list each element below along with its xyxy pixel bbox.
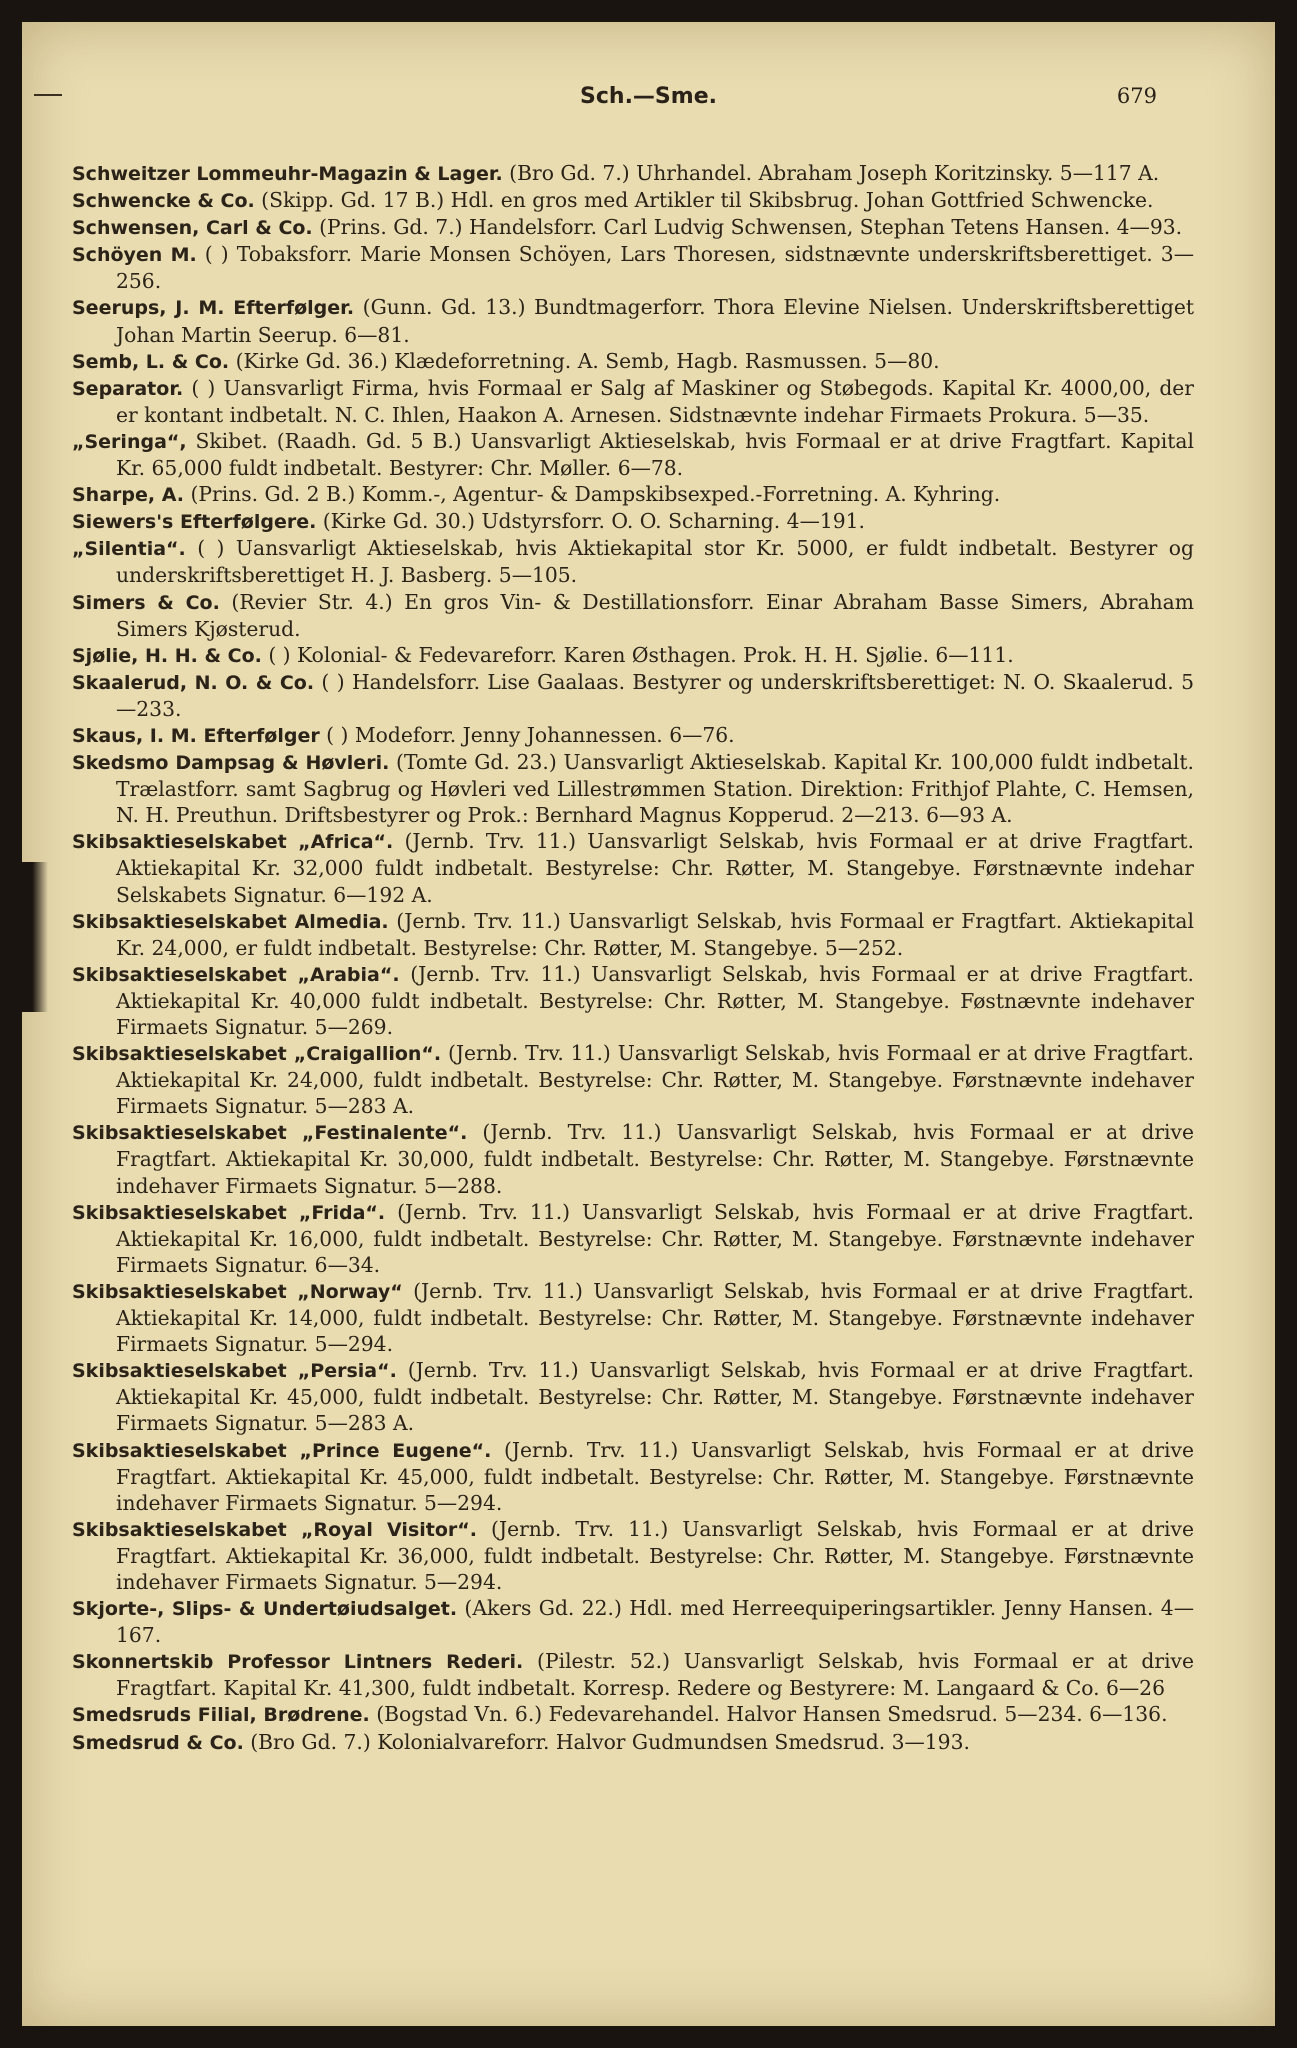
document-page	[22, 22, 1275, 2026]
firm-name: Skibsaktieselskabet „Africa“.	[72, 831, 394, 854]
directory-entry	[72, 1516, 1194, 1595]
entry-text: Skibet. (Raadh. Gd. 5 B.) Uansvarligt Aktieselskab, hvis Formaal er at drive Fragtfart. Kapital Kr. 65,000 fuldt indbetalt. Bestyrer: Chr. Møller. 6—78.	[116, 428, 1194, 481]
directory-entry	[72, 669, 1194, 722]
directory-entry	[72, 294, 1194, 347]
directory-entry	[72, 481, 1194, 508]
firm-name: Skibsaktieselskabet „Royal Visitor“.	[72, 1518, 477, 1541]
firm-name: Skibsaktieselskabet „Frida“.	[72, 1201, 386, 1224]
directory-entry	[72, 589, 1194, 642]
page-header	[22, 84, 1275, 124]
directory-entry	[72, 1199, 1194, 1278]
directory-entry	[72, 908, 1194, 961]
entry-text: (Bogstad Vn. 6.) Fedevarehandel. Halvor Hansen Smedsrud. 5—234. 6—136.	[369, 1702, 1168, 1727]
entry-text: (Jernb. Trv. 11.) Uansvarligt Selskab, hvis Formaal er Fragtfart. Aktiekapital Kr. 24,000, er fuldt indbetalt. Bestyrelse: Chr. Røtter, M. Stangebye. 5—252.	[116, 908, 1194, 960]
directory-entry	[72, 375, 1194, 428]
entry-text: (Prins. Gd. 2 B.) Komm.-, Agentur- & Dampskibsexped.-Forretning. A. Kyhring.	[184, 482, 1001, 507]
directory-entry	[72, 828, 1194, 907]
firm-name: Skibsaktieselskabet „Craigallion“.	[72, 1043, 442, 1066]
page-number: 679	[1116, 84, 1157, 108]
firm-name: Schöyen M.	[72, 244, 197, 267]
directory-entries	[72, 160, 1194, 1756]
page-title: Sch.—Sme.	[580, 84, 717, 109]
entry-text: (Jernb. Trv. 11.) Uansvarligt Selskab, hvis Formaal er at drive Fragtfart. Aktiekapital Kr. 16,000, fuldt indbetalt. Bestyrelse: Chr. Røtter, M. Stangebye. Førstnævnte indehaver Firmaets Signatur. 6—34.	[116, 1199, 1194, 1277]
entry-text: (Kirke Gd. 36.) Klædeforretning. A. Semb, Hagb. Rasmussen. 5—80.	[229, 348, 940, 373]
firm-name: „Silentia“.	[72, 538, 186, 561]
firm-name: Sharpe, A.	[72, 484, 184, 507]
entry-text: (Jernb. Trv. 11.) Uansvarligt Selskab, hvis Formaal er at drive Fragtfart. Aktiekapital Kr. 40,000 fuldt indbetalt. Bestyrelse: Chr. Røtter, M. Stangebye. Føstnævnte indehaver Firmaets Signatur. 5—269.	[116, 961, 1194, 1039]
entry-text: (Kirke Gd. 30.) Udstyrsforr. O. O. Scharning. 4—191.	[316, 509, 866, 534]
entry-text: (Jernb. Trv. 11.) Uansvarligt Selskab, hvis Formaal er at drive Fragtfart. Aktiekapital Kr. 32,000 fuldt indbetalt. Bestyrelse: Chr. Røtter, M. Stangebye. Førstnævnte indehar Selskabets Signatur. 6—192 A.	[116, 829, 1194, 907]
directory-entry	[72, 722, 1194, 749]
entry-text: ( ) Uansvarligt Firma, hvis Formaal er Salg af Maskiner og Støbegods. Kapital Kr. 4000,00, der er kontant indbetalt. N. C. Ihlen, Haakon A. Arnesen. Sidstnævnte indehar Firmaets Prokura. 5—35.	[116, 375, 1194, 427]
firm-name: Schweitzer Lommeuhr-Magazin & Lager.	[72, 163, 503, 185]
entry-text: (Bro Gd. 7.) Kolonialvareforr. Halvor Gudmundsen Smedsrud. 3—193.	[243, 1729, 970, 1754]
entry-text: (Jernb. Trv. 11.) Uansvarligt Selskab, hvis Formaal er at drive Fragtfart. Aktiekapital Kr. 24,000, fuldt indbetalt. Bestyrelse: Chr. Røtter, M. Stangebye. Førstnævnte indehaver Firmaets Signatur. 5—283 A.	[116, 1041, 1194, 1119]
entry-text: (Jernb. Trv. 11.) Uansvarligt Selskab, hvis Formaal er at drive Fragtfart. Aktiekapital Kr. 45,000, fuldt indbetalt. Bestyrelse: Chr. Røtter, M. Stangebye. Førstnævnte indehaver Firmaets Signatur. 5—294.	[116, 1437, 1194, 1515]
directory-entry	[72, 1648, 1194, 1701]
directory-entry	[72, 1278, 1194, 1357]
directory-entry	[72, 1119, 1194, 1198]
entry-text: ( ) Modeforr. Jenny Johannessen. 6—76.	[319, 722, 735, 747]
firm-name: Simers & Co.	[72, 591, 220, 614]
entry-text: (Jernb. Trv. 11.) Uansvarligt Selskab, hvis Formaal er at drive Fragtfart. Aktiekapital Kr. 36,000, fuldt indbetalt. Bestyrelse: Chr. Røtter, M. Stangebye. Førstnævnte indehaver Firmaets Signatur. 5—294.	[116, 1516, 1195, 1594]
firm-name: Seerups, J. M. Efterfølger.	[72, 297, 355, 320]
directory-entry	[72, 535, 1194, 588]
firm-name: Skibsaktieselskabet „Prince Eugene“.	[72, 1439, 492, 1462]
firm-name: Smedsruds Filial, Brødrene.	[72, 1704, 370, 1727]
directory-entry	[72, 348, 1194, 375]
firm-name: Skedsmo Dampsag & Høvleri.	[72, 752, 390, 775]
firm-name: Siewers's Efterfølgere.	[72, 511, 317, 534]
directory-entry	[72, 1040, 1194, 1119]
entry-text: ( ) Handelsforr. Lise Gaalaas. Bestyrer og underskriftsberettiget: N. O. Skaalerud. 5—233.	[116, 669, 1194, 721]
entry-text: (Jernb. Trv. 11.) Uansvarligt Selskab, hvis Formaal er at drive Fragtfart. Aktiekapital Kr. 45,000, fuldt indbetalt. Bestyrelse: Chr. Røtter, M. Stangebye. Førstnævnte indehaver Firmaets Signatur. 5—283 A.	[116, 1358, 1194, 1436]
firm-name: Skibsaktieselskabet „Persia“.	[72, 1360, 397, 1383]
firm-name: Skibsaktieselskabet „Norway“	[72, 1280, 403, 1303]
entry-text: (Gunn. Gd. 13.) Bundtmagerforr. Thora Elevine Nielsen. Underskriftsberettiget Johan Martin Seerup. 6—81.	[116, 295, 1194, 347]
entry-text: (Skipp. Gd. 17 B.) Hdl. en gros med Artikler til Skibsbrug. Johan Gottfried Schwencke.	[254, 188, 1154, 213]
directory-entry	[72, 508, 1194, 535]
entry-text: (Prins. Gd. 7.) Handelsforr. Carl Ludvig Schwensen, Stephan Tetens Hansen. 4—93.	[312, 215, 1183, 240]
entry-text: (Revier Str. 4.) En gros Vin- & Destillationsforr. Einar Abraham Basse Simers, Abraham Simers Kjøsterud.	[116, 589, 1195, 641]
directory-entry	[72, 1437, 1194, 1516]
directory-entry	[72, 1357, 1194, 1436]
firm-name: Skaalerud, N. O. & Co.	[72, 671, 315, 694]
firm-name: Skonnertskib Professor Lintners Rederi.	[72, 1651, 524, 1674]
entry-text: (Akers Gd. 22.) Hdl. med Herreequiperingsartikler. Jenny Hansen. 4—167.	[116, 1596, 1194, 1648]
firm-name: Sjølie, H. H. & Co.	[72, 644, 262, 667]
firm-name: Skibsaktieselskabet Almedia.	[72, 910, 389, 933]
directory-entry	[72, 1729, 1194, 1756]
firm-name: Skibsaktieselskabet „Arabia“.	[72, 963, 400, 986]
firm-name: Skibsaktieselskabet „Festinalente“.	[72, 1122, 468, 1145]
entry-text: (Jernb. Trv. 11.) Uansvarligt Selskab, hvis Formaal er at drive Fragtfart. Aktiekapital Kr. 30,000, fuldt indbetalt. Bestyrelse: Chr. Røtter, M. Stangebye. Førstnævnte indehaver Firmaets Signatur. 5—288.	[116, 1120, 1194, 1198]
firm-name: Schwensen, Carl & Co.	[72, 217, 313, 240]
firm-name: Separator.	[72, 377, 184, 400]
directory-entry	[72, 749, 1194, 828]
directory-entry	[72, 428, 1194, 481]
entry-text: (Bro Gd. 7.) Uhrhandel. Abraham Joseph Koritzinsky. 5—117 A.	[502, 161, 1160, 185]
entry-text: (Pilestr. 52.) Uansvarligt Selskab, hvis Formaal er at drive Fragtfart. Kapital Kr. 41,300, fuldt indbetalt. Korresp. Redere og Bestyrere: M. Langaard & Co. 6—26	[116, 1649, 1195, 1701]
directory-entry	[72, 1595, 1194, 1648]
firm-name: Smedsrud & Co.	[72, 1731, 244, 1754]
directory-entry	[72, 241, 1194, 294]
entry-text: (Jernb. Trv. 11.) Uansvarligt Selskab, hvis Formaal er at drive Fragtfart. Aktiekapital Kr. 14,000, fuldt indbetalt. Bestyrelse: Chr. Røtter, M. Stangebye. Førstnævnte indehaver Firmaets Signatur. 5—294.	[116, 1278, 1194, 1357]
entry-text: ( ) Tobaksforr. Marie Monsen Schöyen, Lars Thoresen, sidstnævnte underskriftsberettiget. 3—256.	[116, 242, 1194, 294]
directory-entry	[72, 961, 1194, 1040]
directory-entry	[72, 160, 1194, 187]
entry-text: ( ) Kolonial- & Fedevareforr. Karen Østhagen. Prok. H. H. Sjølie. 6—111.	[261, 642, 1014, 667]
firm-name: „Seringa“,	[72, 430, 187, 453]
firm-name: Skjorte-, Slips- & Undertøiudsalget.	[72, 1598, 458, 1621]
directory-entry	[72, 1701, 1194, 1728]
directory-entry	[72, 214, 1194, 241]
torn-edge	[22, 862, 48, 1012]
firm-name: Skaus, I. M. Efterfølger	[72, 724, 320, 747]
directory-entry	[72, 642, 1194, 669]
entry-text: ( ) Uansvarligt Aktieselskab, hvis Aktiekapital stor Kr. 5000, er fuldt indbetalt. Bestyrer og underskriftsberettiget H. J. Basberg. 5—105.	[116, 536, 1194, 588]
entry-text: (Tomte Gd. 23.) Uansvarligt Aktieselskab. Kapital Kr. 100,000 fuldt indbetalt. Trælastforr. samt Sagbrug og Høvleri ved Lillestrømmen Station. Direktion: Frithjof Plahte, C. Hemsen, N. H. Preuthun. Driftsbestyrer og Prok.: Bernhard Magnus Kopperud. 2—213. 6—93 A.	[116, 750, 1194, 828]
firm-name: Schwencke & Co.	[72, 190, 255, 213]
firm-name: Semb, L. & Co.	[72, 350, 230, 373]
directory-entry	[72, 187, 1194, 214]
